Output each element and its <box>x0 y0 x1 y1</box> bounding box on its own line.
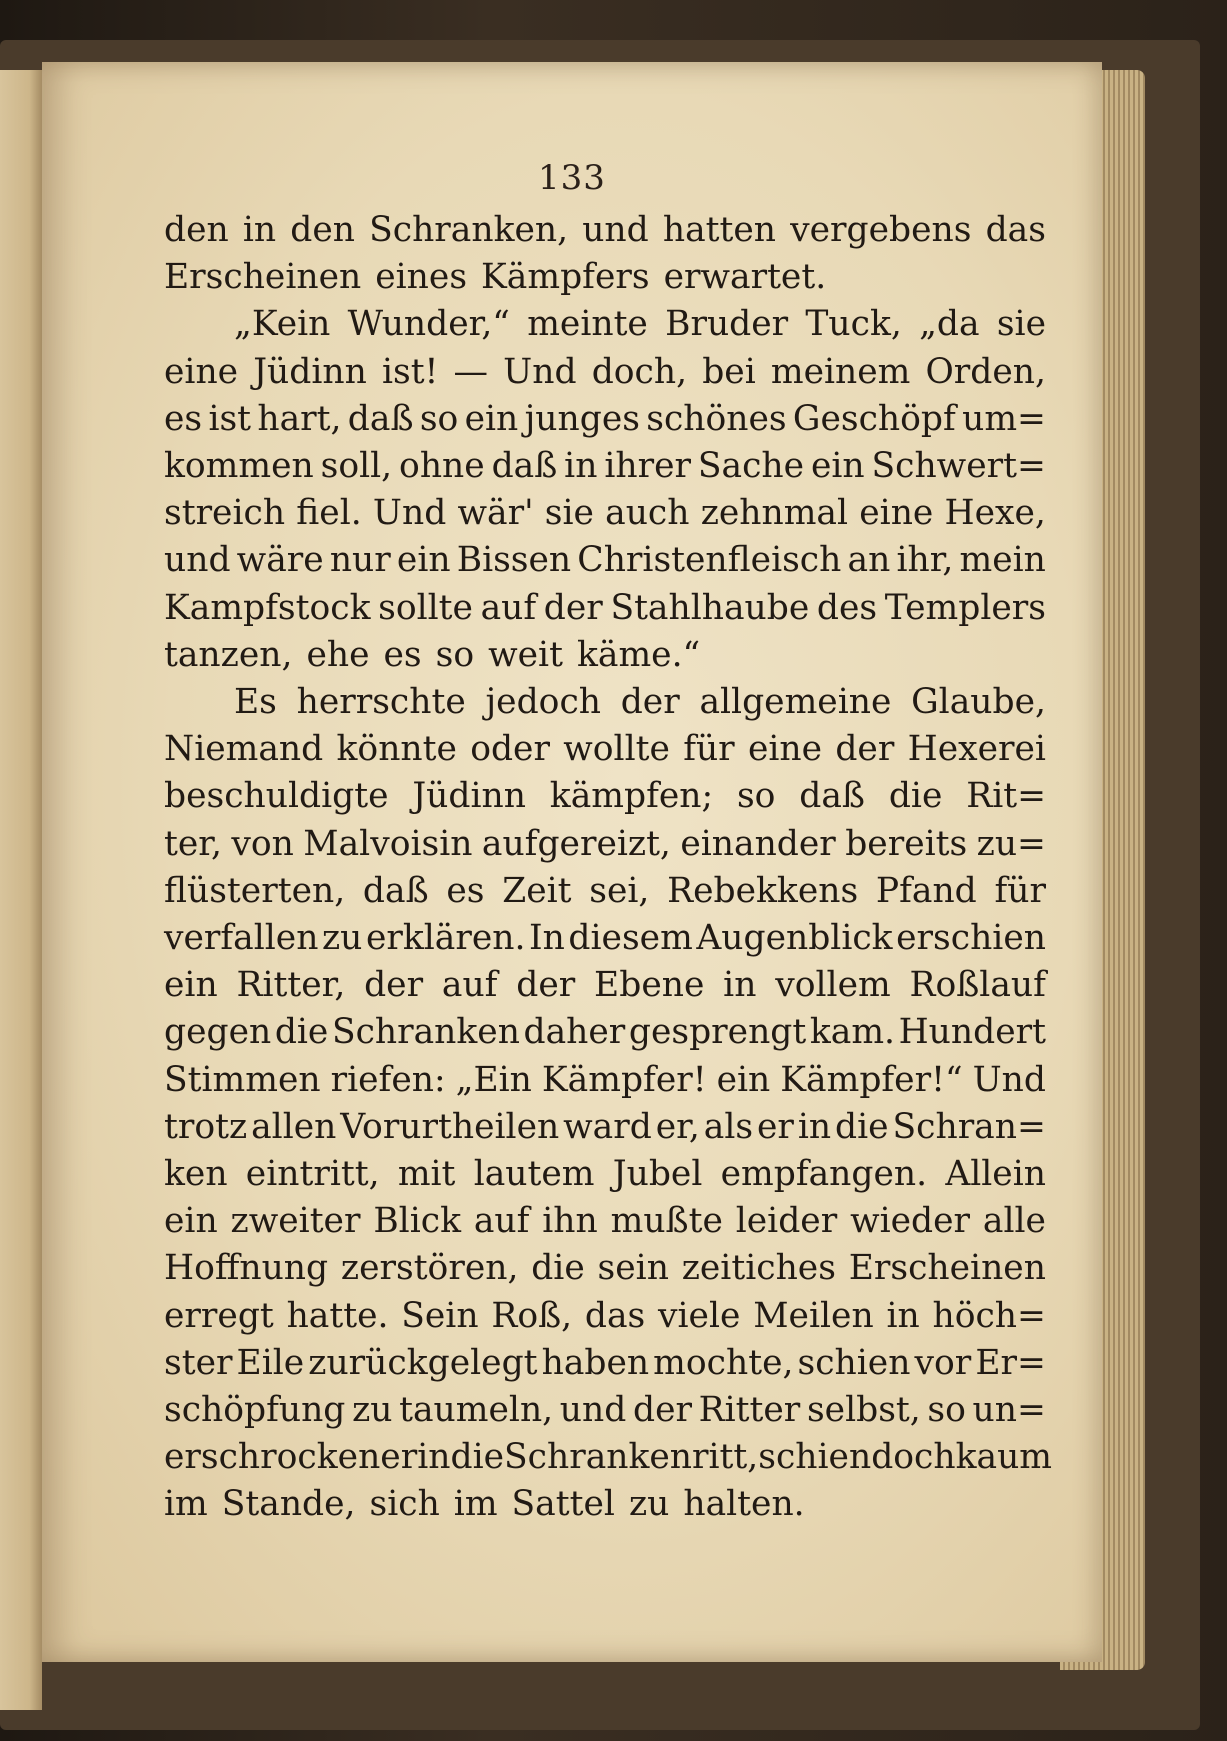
word: ward <box>563 1106 652 1147</box>
word: ohne <box>399 446 485 487</box>
word: es <box>446 870 485 911</box>
word: sei, <box>589 870 650 911</box>
word: Eile <box>236 1342 305 1383</box>
text-line <box>164 1481 1046 1528</box>
word: der <box>516 965 576 1006</box>
word: und <box>582 210 649 250</box>
word: allen <box>251 1106 337 1147</box>
word: Glaube, <box>911 682 1046 723</box>
word: Hundert <box>898 1012 1046 1053</box>
word: alle <box>982 1201 1046 1242</box>
word: Geschöpf <box>792 398 956 439</box>
word: lautem <box>473 1154 595 1195</box>
word: ein <box>464 398 519 439</box>
word: ist <box>208 398 252 439</box>
word: Stimmen <box>164 1059 321 1100</box>
word: kaum <box>955 1437 1053 1478</box>
word: im <box>164 1484 208 1525</box>
word: mit <box>397 1154 456 1195</box>
word: Roßlauf <box>909 965 1046 1006</box>
text-line <box>164 254 1046 301</box>
word: viele <box>658 1295 741 1336</box>
word: aufgereizt, <box>481 823 671 864</box>
word: hart, <box>257 398 342 439</box>
word: ihr, <box>896 540 954 581</box>
word: das <box>985 210 1046 250</box>
word: schien <box>797 1342 911 1383</box>
word: Pfand <box>875 870 977 911</box>
word: Ebene <box>594 965 705 1006</box>
word: ter, <box>164 823 222 864</box>
word: sie <box>544 493 594 534</box>
word: ein <box>810 446 865 487</box>
word: in <box>797 1106 832 1147</box>
word: Rit= <box>966 776 1046 817</box>
word: herrschte <box>296 682 466 723</box>
word: daß <box>491 446 558 487</box>
word: daher <box>523 1012 626 1053</box>
word: Er= <box>975 1342 1046 1383</box>
word: könnte <box>336 729 457 770</box>
word: Jüdinn <box>412 776 526 817</box>
word: tanzen, <box>164 634 293 675</box>
word: er, <box>655 1106 700 1147</box>
word: Zeit <box>502 870 572 911</box>
word: auf <box>480 587 537 628</box>
word: auf <box>473 1201 530 1242</box>
word: in <box>723 965 757 1006</box>
word: empfangen. <box>720 1154 928 1195</box>
word: beschuldigte <box>164 776 389 817</box>
text-line <box>164 1293 1046 1340</box>
word: Und <box>972 1059 1046 1100</box>
word: Roß, <box>491 1295 573 1336</box>
word: Allein <box>945 1154 1046 1195</box>
word: Und <box>503 351 577 392</box>
word: Tuck, <box>805 304 902 345</box>
page-number: 133 <box>538 158 606 198</box>
word: so <box>736 776 776 817</box>
word: vor <box>914 1342 972 1383</box>
word: erschrocken <box>164 1437 381 1478</box>
word: meinte <box>527 304 648 345</box>
word: Erscheinen <box>164 257 362 298</box>
word: ihn <box>542 1201 598 1242</box>
text-line <box>164 207 1046 254</box>
word: den <box>164 210 229 250</box>
word: Sache <box>697 446 805 487</box>
word: für <box>994 870 1046 911</box>
word: Stande, <box>221 1484 356 1525</box>
text-line <box>164 585 1046 632</box>
word: Orden, <box>925 351 1046 392</box>
word: daß <box>362 870 429 911</box>
word: schöpfung <box>164 1390 346 1431</box>
word: Schranken, <box>369 210 569 250</box>
word: meinem <box>770 351 911 392</box>
word: Ritter, <box>236 965 346 1006</box>
word: zeitiches <box>681 1248 836 1289</box>
word: die <box>274 1012 329 1053</box>
word: so <box>419 398 459 439</box>
word: auch <box>605 493 690 534</box>
word: Kämpfer! <box>541 1059 707 1100</box>
word: als <box>703 1106 754 1147</box>
word: zerstören, <box>340 1248 519 1289</box>
word: eines <box>375 257 468 298</box>
word: riefen: <box>330 1059 446 1100</box>
word: selbst, <box>806 1390 921 1431</box>
word: an <box>847 540 891 581</box>
word: soll, <box>320 446 393 487</box>
word: kommen <box>164 446 314 487</box>
text-line <box>164 1387 1046 1434</box>
word: Niemand <box>164 729 324 770</box>
word: diesem <box>568 918 693 959</box>
word: sich <box>369 1484 440 1525</box>
word: junges <box>524 398 640 439</box>
word: das <box>584 1295 646 1336</box>
word: daß <box>347 398 414 439</box>
word: trotz <box>164 1106 248 1147</box>
word: eine <box>747 729 823 770</box>
text-line <box>164 349 1046 396</box>
word: Ritter <box>698 1390 801 1431</box>
word: fiel. <box>296 493 362 534</box>
word: Hexe, <box>944 493 1046 534</box>
word: des <box>816 587 878 628</box>
word: wär' <box>457 493 534 534</box>
word: bereits <box>845 823 968 864</box>
word: erregt <box>164 1295 274 1336</box>
word: zu <box>322 918 363 959</box>
word: doch, <box>591 351 688 392</box>
word: er <box>380 1437 418 1478</box>
text-line <box>164 868 1046 915</box>
word: zu= <box>976 823 1046 864</box>
word: streich <box>164 493 286 534</box>
word: vollem <box>775 965 891 1006</box>
text-line <box>164 1104 1046 1151</box>
word: Jüdinn <box>253 351 367 392</box>
text-line <box>164 821 1046 868</box>
word: Bissen <box>456 540 572 581</box>
word: Augenblick <box>696 918 893 959</box>
word: zurückgelegt <box>308 1342 538 1383</box>
word: auf <box>441 965 498 1006</box>
text-line <box>164 773 1046 820</box>
word: und <box>559 1390 627 1431</box>
word: höch= <box>932 1295 1046 1336</box>
word: flüsterten, <box>164 870 346 911</box>
word: ster <box>164 1342 233 1383</box>
text-line <box>164 443 1046 490</box>
word: er <box>757 1106 794 1147</box>
word: Kämpfer!“ <box>780 1059 963 1100</box>
text-line <box>164 1151 1046 1198</box>
text-line <box>164 1198 1046 1245</box>
word: — <box>453 351 489 392</box>
word: „da <box>919 304 980 345</box>
word: sollte <box>378 587 473 628</box>
word: daß <box>799 776 865 817</box>
book-page <box>42 62 1102 1662</box>
text-line <box>164 915 1046 962</box>
text-line <box>164 1340 1046 1387</box>
word: Blick <box>373 1201 461 1242</box>
word: so <box>435 634 475 675</box>
word: erschien <box>896 918 1046 959</box>
word: gegen <box>164 1012 272 1053</box>
word: der <box>620 682 680 723</box>
word: die <box>531 1248 585 1289</box>
word: sie <box>996 304 1046 345</box>
word: leider <box>735 1201 838 1242</box>
word: ken <box>164 1154 228 1195</box>
word: mußte <box>610 1201 723 1242</box>
text-line <box>164 301 1046 348</box>
word: ein <box>164 965 218 1006</box>
word: eine <box>859 493 934 534</box>
word: der <box>835 729 895 770</box>
word: Stahlhaube <box>610 587 810 628</box>
text-line <box>164 962 1046 1009</box>
word: eintritt, <box>245 1154 380 1195</box>
word: Sattel <box>511 1484 615 1525</box>
word: Und <box>372 493 447 534</box>
text-line <box>164 726 1046 773</box>
word: ehe <box>306 634 370 675</box>
body-text <box>164 207 1053 1529</box>
word: sein <box>597 1248 669 1289</box>
word: hatte. <box>286 1295 389 1336</box>
word: zehnmal <box>700 493 849 534</box>
word: Christenfleisch <box>577 540 842 581</box>
word: mochte, <box>653 1342 794 1383</box>
word: Hoffnung <box>164 1248 329 1289</box>
word: ein <box>164 1201 218 1242</box>
word: und <box>164 540 231 581</box>
word: taumeln, <box>399 1390 554 1431</box>
word: ein <box>716 1059 771 1100</box>
word: einander <box>680 823 836 864</box>
word: schien <box>758 1437 872 1478</box>
word: von <box>231 823 294 864</box>
word: Templers <box>884 587 1046 628</box>
word: allgemeine <box>699 682 892 723</box>
text-line <box>164 632 1046 679</box>
word: wieder <box>850 1201 971 1242</box>
word: die <box>450 1437 505 1478</box>
text-line <box>164 490 1046 537</box>
word: Es <box>234 682 277 723</box>
word: jedoch <box>485 682 601 723</box>
word: oder <box>470 729 550 770</box>
word: Schran= <box>892 1106 1046 1147</box>
word: Wunder,“ <box>347 304 510 345</box>
word: nur <box>329 540 391 581</box>
word: „Ein <box>455 1059 532 1100</box>
word: Schranken <box>504 1437 693 1478</box>
word: kämpfen; <box>549 776 714 817</box>
word: wäre <box>236 540 324 581</box>
word: ihrer <box>604 446 691 487</box>
word: in <box>242 210 277 250</box>
facing-page-edge <box>0 70 42 1710</box>
word: erklären. <box>365 918 526 959</box>
word: Jubel <box>612 1154 703 1195</box>
word: für <box>683 729 735 770</box>
word: Rebekkens <box>667 870 859 911</box>
word: in <box>417 1437 451 1478</box>
word: Kampfstock <box>164 587 371 628</box>
word: die <box>888 776 943 817</box>
word: Sein <box>401 1295 479 1336</box>
word: Schwert= <box>871 446 1046 487</box>
word: Erscheinen <box>848 1248 1046 1289</box>
word: käme.“ <box>576 634 701 675</box>
word: zweiter <box>230 1201 361 1242</box>
word: Schranken <box>331 1012 520 1053</box>
word: den <box>290 210 355 250</box>
word: eine <box>164 351 239 392</box>
word: es <box>164 398 203 439</box>
word: die <box>835 1106 889 1147</box>
text-line <box>164 1057 1046 1104</box>
text-line <box>164 1245 1046 1292</box>
word: Vorurtheilen <box>340 1106 560 1147</box>
word: doch <box>871 1437 956 1478</box>
word: hatten <box>662 210 777 250</box>
word: vergebens <box>790 210 972 250</box>
text-line <box>164 396 1046 443</box>
word: im <box>453 1484 498 1525</box>
word: haben <box>541 1342 650 1383</box>
word: In <box>529 918 565 959</box>
word: weit <box>488 634 563 675</box>
word: es <box>383 634 422 675</box>
word: Meilen <box>753 1295 874 1336</box>
word: ist! <box>381 351 439 392</box>
word: Hexerei <box>907 729 1046 770</box>
word: bei <box>702 351 756 392</box>
word: in <box>886 1295 920 1336</box>
word: kam. <box>809 1012 895 1053</box>
word: Kämpfers <box>481 257 650 298</box>
word: der <box>543 587 603 628</box>
word: verfallen <box>164 918 319 959</box>
word: un= <box>972 1390 1046 1431</box>
word: „Kein <box>234 304 331 345</box>
word: gesprengt <box>628 1012 807 1053</box>
text-line <box>164 1434 1053 1481</box>
word: in <box>564 446 598 487</box>
word: um= <box>962 398 1046 439</box>
word: zu <box>628 1484 670 1525</box>
text-line <box>164 679 1046 726</box>
word: ein <box>396 540 451 581</box>
word: zu <box>352 1390 393 1431</box>
text-line <box>164 537 1046 584</box>
word: so <box>927 1390 966 1431</box>
word: der <box>632 1390 692 1431</box>
word: halten. <box>683 1484 805 1525</box>
word: erwartet. <box>663 257 827 298</box>
word: Malvoisin <box>303 823 473 864</box>
word: Bruder <box>665 304 789 345</box>
word: ritt, <box>692 1437 759 1478</box>
word: schönes <box>646 398 787 439</box>
text-line <box>164 1009 1046 1056</box>
word: mein <box>959 540 1046 581</box>
word: wollte <box>563 729 670 770</box>
word: der <box>364 965 424 1006</box>
